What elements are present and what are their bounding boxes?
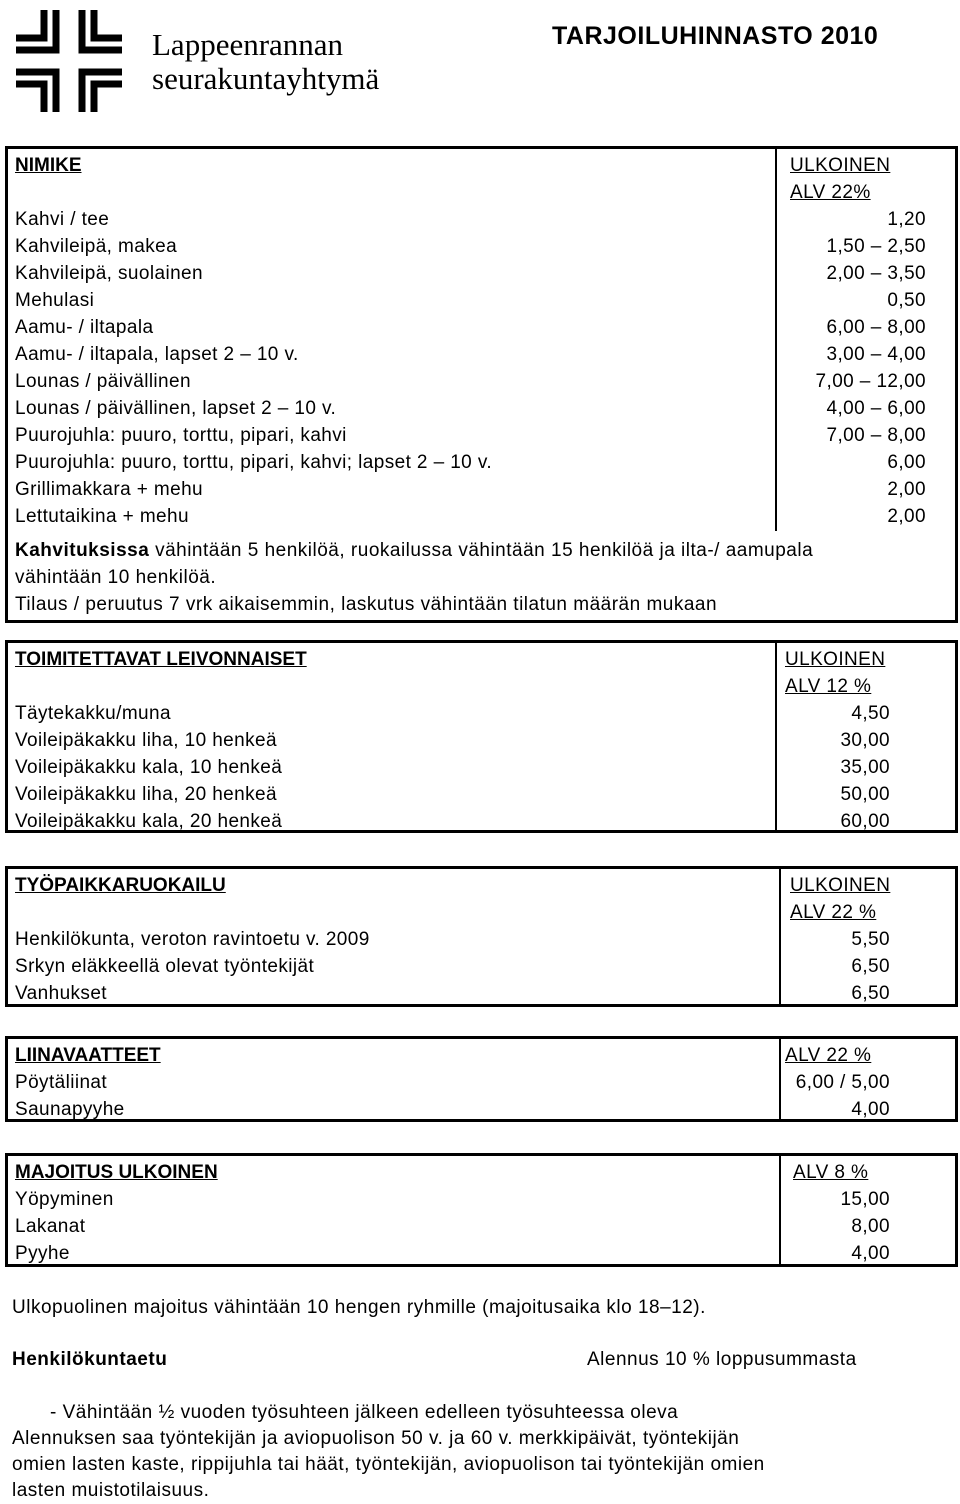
item-price: 6,50 [851,983,890,1004]
item-name: Voileipäkakku liha, 20 henkeä [15,784,277,805]
table-row [8,1240,955,1267]
item-price: 4,00 [851,1099,890,1120]
item-name: Puurojuhla: puuro, torttu, pipari, kahvi; lapset 2 – 10 v. [15,452,493,473]
item-price: 0,50 [887,290,926,311]
item-name: Puurojuhla: puuro, torttu, pipari, kahvi [15,425,347,446]
item-price: 6,00 [887,452,926,473]
item-name: Voileipäkakku kala, 10 henkeä [15,757,283,778]
item-price: 15,00 [840,1189,890,1210]
table-row [8,368,955,395]
item-price: 4,00 – 6,00 [826,398,926,419]
column-header-price: ULKOINEN [785,649,886,670]
note-text: vähintään 5 henkilöä, ruokailussa vähintään 15 henkilöä ja ilta-/ aamupala vähintään 10 henkilöä. [15,540,814,588]
column-header-vat: ALV 12 % [785,676,872,697]
column-header-item: MAJOITUS ULKOINEN [15,1162,218,1183]
column-header-vat: ALV 22% [790,182,871,203]
item-name: Henkilökunta, veroton ravintoetu v. 2009 [15,929,370,950]
document-title: TARJOILUHINNASTO 2010 [552,22,879,50]
table-row [8,1096,955,1123]
table-header [8,1042,955,1069]
cross-logo-icon [10,4,128,118]
item-name: Aamu- / iltapala [15,317,154,338]
item-name: Grillimakkara + mehu [15,479,204,500]
order-cancel-note: Tilaus / peruutus 7 vrk aikaisemmin, laskutus vähintään tilatun määrän mukaan [15,594,718,615]
table-row [8,727,955,754]
item-name: Srkyn eläkkeellä olevat työntekijät [15,956,315,977]
item-price: 2,00 [887,506,926,527]
table-header-vat [8,179,955,206]
table-header [8,646,955,673]
accommodation-price-table [5,1153,958,1267]
item-price: 2,00 [887,479,926,500]
benefit-text-line: Alennuksen saa työntekijän ja aviopuolison 50 v. ja 60 v. merkkipäivät, työntekijän [12,1428,740,1449]
item-name: Aamu- / iltapala, lapset 2 – 10 v. [15,344,299,365]
table-row [8,1069,955,1096]
table-row [8,476,955,503]
table-row [8,700,955,727]
table-row [8,395,955,422]
table-row [8,1186,955,1213]
column-header-price: ULKOINEN [790,875,891,896]
column-header-item: TOIMITETTAVAT LEIVONNAISET [15,649,307,670]
item-name: Vanhukset [15,983,107,1004]
table-header-vat [8,673,955,700]
column-header-item: NIMIKE [15,155,82,176]
benefit-text-line: lasten muistotilaisuus. [12,1480,210,1501]
table-header [8,152,955,179]
item-name: Lettutaikina + mehu [15,506,189,527]
item-price: 35,00 [840,757,890,778]
table-row [8,260,955,287]
table-row [8,926,955,953]
logo-text-line2: seurakuntayhtymä [152,61,380,96]
staff-benefit-label: Henkilökuntaetu [12,1349,168,1370]
benefit-text-line: omien lasten kaste, rippijuhla tai häät, työntekijän, aviopuolison tai työntekijän omien [12,1454,765,1475]
table-row [8,953,955,980]
note-bold-term: Kahvituksissa [15,540,150,561]
item-price: 50,00 [840,784,890,805]
item-price: 4,00 [851,1243,890,1264]
accommodation-note: Ulkopuolinen majoitus vähintään 10 hengen ryhmille (majoitusaika klo 18–12). [12,1297,706,1318]
organization-logo [10,4,405,118]
catering-price-table [5,146,958,623]
table-header-vat [8,899,955,926]
column-header-vat: ALV 22 % [790,902,877,923]
column-header-vat: ALV 8 % [793,1162,869,1183]
table-row [8,754,955,781]
workplace-dining-table [5,866,958,1007]
item-name: Pöytäliinat [15,1072,108,1093]
table-row [8,503,955,530]
item-price: 1,50 – 2,50 [826,236,926,257]
column-header-item: LIINAVAATTEET [15,1045,161,1066]
item-name: Lakanat [15,1216,86,1237]
item-name: Pyyhe [15,1243,70,1264]
item-price: 30,00 [840,730,890,751]
item-price: 6,00 / 5,00 [795,1072,890,1093]
item-price: 1,20 [887,209,926,230]
table-row [8,341,955,368]
item-price: 5,50 [851,929,890,950]
item-price: 8,00 [851,1216,890,1237]
item-name: Lounas / päivällinen [15,371,191,392]
item-name: Saunapyyhe [15,1099,125,1120]
table-row [8,781,955,808]
item-name: Voileipäkakku kala, 20 henkeä [15,811,283,832]
table-row [8,287,955,314]
table-row [8,449,955,476]
table-row [8,1213,955,1240]
table-row [8,980,955,1007]
catering-minimum-note [15,537,895,591]
table-row [8,422,955,449]
column-header-vat: ALV 22 % [785,1045,872,1066]
table-row [8,314,955,341]
item-name: Täytekakku/muna [15,703,171,724]
benefit-condition-item: - Vähintään ½ vuoden työsuhteen jälkeen edelleen työsuhteessa oleva [50,1402,679,1423]
item-price: 7,00 – 8,00 [826,425,926,446]
pastry-price-table [5,640,958,833]
linen-price-table [5,1036,958,1122]
table-header [8,1159,955,1186]
item-name: Kahvileipä, makea [15,236,178,257]
item-price: 60,00 [840,811,890,832]
table-header [8,872,955,899]
item-price: 2,00 – 3,50 [826,263,926,284]
staff-benefit-value: Alennus 10 % loppusummasta [587,1349,857,1370]
item-name: Mehulasi [15,290,95,311]
table-row [8,808,955,835]
column-header-item: TYÖPAIKKARUOKAILU [15,875,226,896]
table-row [8,233,955,260]
item-name: Yöpyminen [15,1189,114,1210]
item-price: 6,50 [851,956,890,977]
item-price: 6,00 – 8,00 [826,317,926,338]
item-name: Kahvi / tee [15,209,110,230]
logo-text-line1: Lappeenrannan [152,27,344,62]
column-header-price: ULKOINEN [790,155,891,176]
item-price: 3,00 – 4,00 [826,344,926,365]
item-price: 7,00 – 12,00 [815,371,926,392]
item-name: Kahvileipä, suolainen [15,263,203,284]
table-row [8,206,955,233]
item-price: 4,50 [851,703,890,724]
item-name: Voileipäkakku liha, 10 henkeä [15,730,277,751]
item-name: Lounas / päivällinen, lapset 2 – 10 v. [15,398,337,419]
